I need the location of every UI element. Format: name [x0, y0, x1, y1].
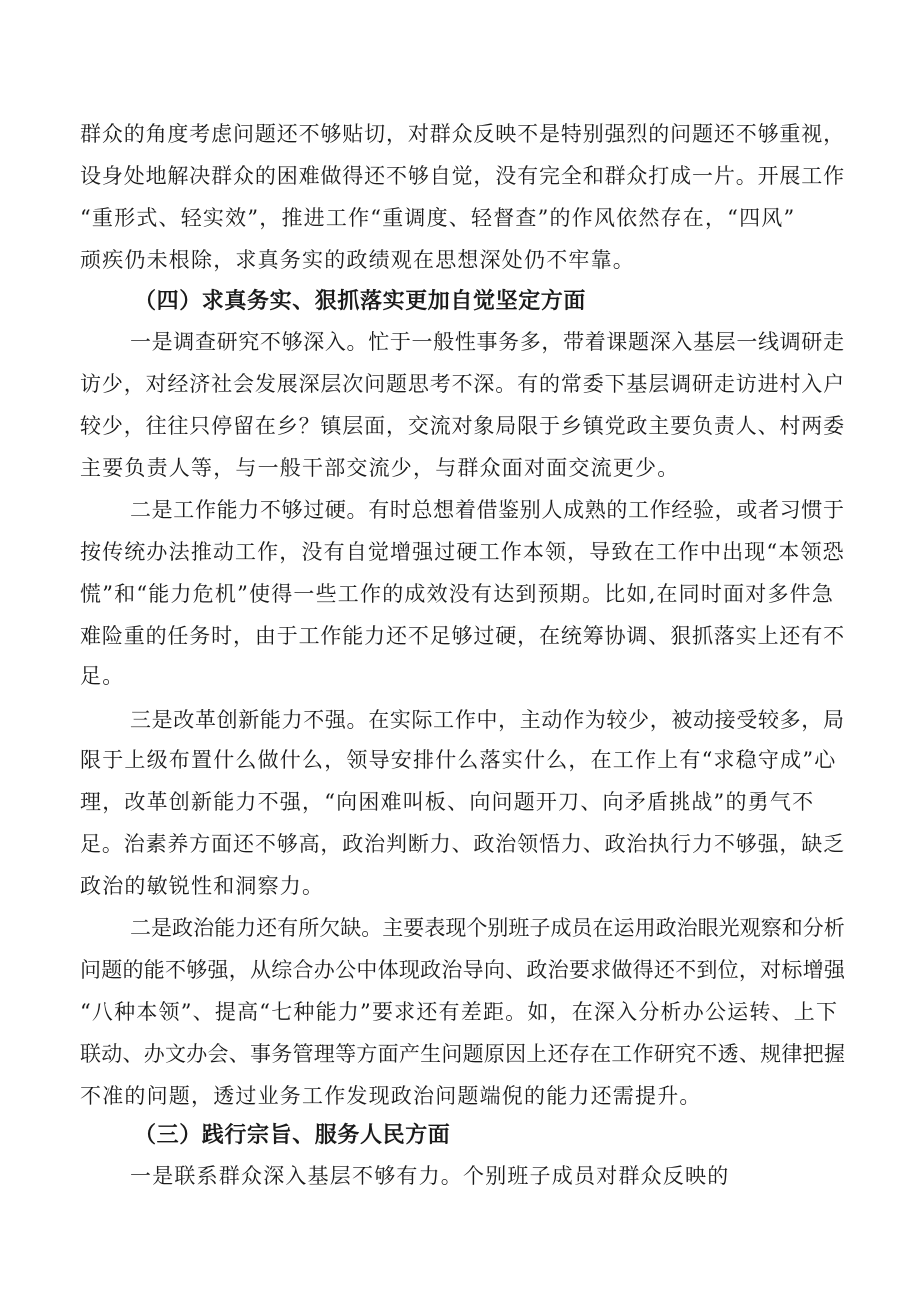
paragraph-line: 理，改革创新能力不强，“向困难叫板、向问题开刀、向矛盾挑战”的勇气不	[80, 790, 815, 814]
paragraph-line: 主要负责人等，与一般干部交流少，与群众面对面交流更少。	[80, 456, 680, 480]
paragraph-line: 联动、办文办会、事务管理等方面产生问题原因上还存在工作研究不透、规律把握	[80, 1042, 846, 1066]
paragraph-line: 限于上级布置什么做什么，领导安排什么落实什么，在工作上有“求稳守成”心	[80, 748, 837, 772]
paragraph-line: 群众的角度考虑问题还不够贴切，对群众反映不是特别强烈的问题还不够重视，	[80, 122, 845, 146]
paragraph-line: 问题的能不够强，从综合办公中体现政治导向、政治要求做得还不到位，对标增强	[80, 958, 846, 982]
paragraph-line: 足。	[80, 664, 125, 688]
paragraph-line: 访少，对经济社会发展深层次问题思考不深。有的常委下基层调研走访进村入户	[80, 372, 845, 396]
paragraph-line: 二是工作能力不够过硬。有时总想着借鉴别人成熟的工作经验，或者习惯于	[130, 498, 845, 522]
paragraph-line: “八种本领”、提高“七种能力”要求还有差距。如，在深入分析办公运转、上下	[80, 1000, 839, 1024]
paragraph-line: 设身处地解决群众的困难做得还不够自觉，没有完全和群众打成一片。开展工作	[80, 164, 845, 188]
paragraph-line: 顽疾仍未根除，求真务实的政绩观在思想深处仍不牢靠。	[80, 248, 635, 272]
paragraph-line: 政治的敏锐性和洞察力。	[80, 874, 325, 898]
paragraph-line: 一是调查研究不够深入。忙于一般性事务多，带着课题深入基层一线调研走	[130, 330, 845, 354]
paragraph-line: 慌”和“能力危机”使得一些工作的成效没有达到预期。比如,在同时面对多件急	[80, 582, 835, 606]
paragraph-line: 较少，往往只停留在乡？镇层面，交流对象局限于乡镇党政主要负责人、村两委	[80, 414, 845, 438]
paragraph-line: 按传统办法推动工作，没有自觉增强过硬工作本领，导致在工作中出现“本领恐	[80, 540, 845, 564]
paragraph-line: 难险重的任务时，由于工作能力还不足够过硬，在统筹协调、狠抓落实上还有不	[80, 624, 845, 648]
paragraph-line: “重形式、轻实效”，推进工作“重调度、轻督查”的作风依然存在，“四风”	[80, 206, 796, 230]
paragraph-line: 不准的问题，透过业务工作发现政治问题端倪的能力还需提升。	[80, 1084, 702, 1108]
section-heading: （四）求真务实、狠抓落实更加自觉坚定方面	[134, 289, 587, 314]
section-heading: （三）践行宗旨、服务人民方面	[134, 1123, 451, 1148]
paragraph-line: 一是联系群众深入基层不够有力。个别班子成员对群众反映的	[130, 1164, 730, 1188]
paragraph-line: 足。治素养方面还不够高，政治判断力、政治领悟力、政治执行力不够强，缺乏	[80, 832, 845, 856]
paragraph-line: 二是政治能力还有所欠缺。主要表现个别班子成员在运用政治眼光观察和分析	[130, 916, 845, 940]
paragraph-line: 三是改革创新能力不强。在实际工作中，主动作为较少，被动接受较多，局	[130, 708, 845, 732]
